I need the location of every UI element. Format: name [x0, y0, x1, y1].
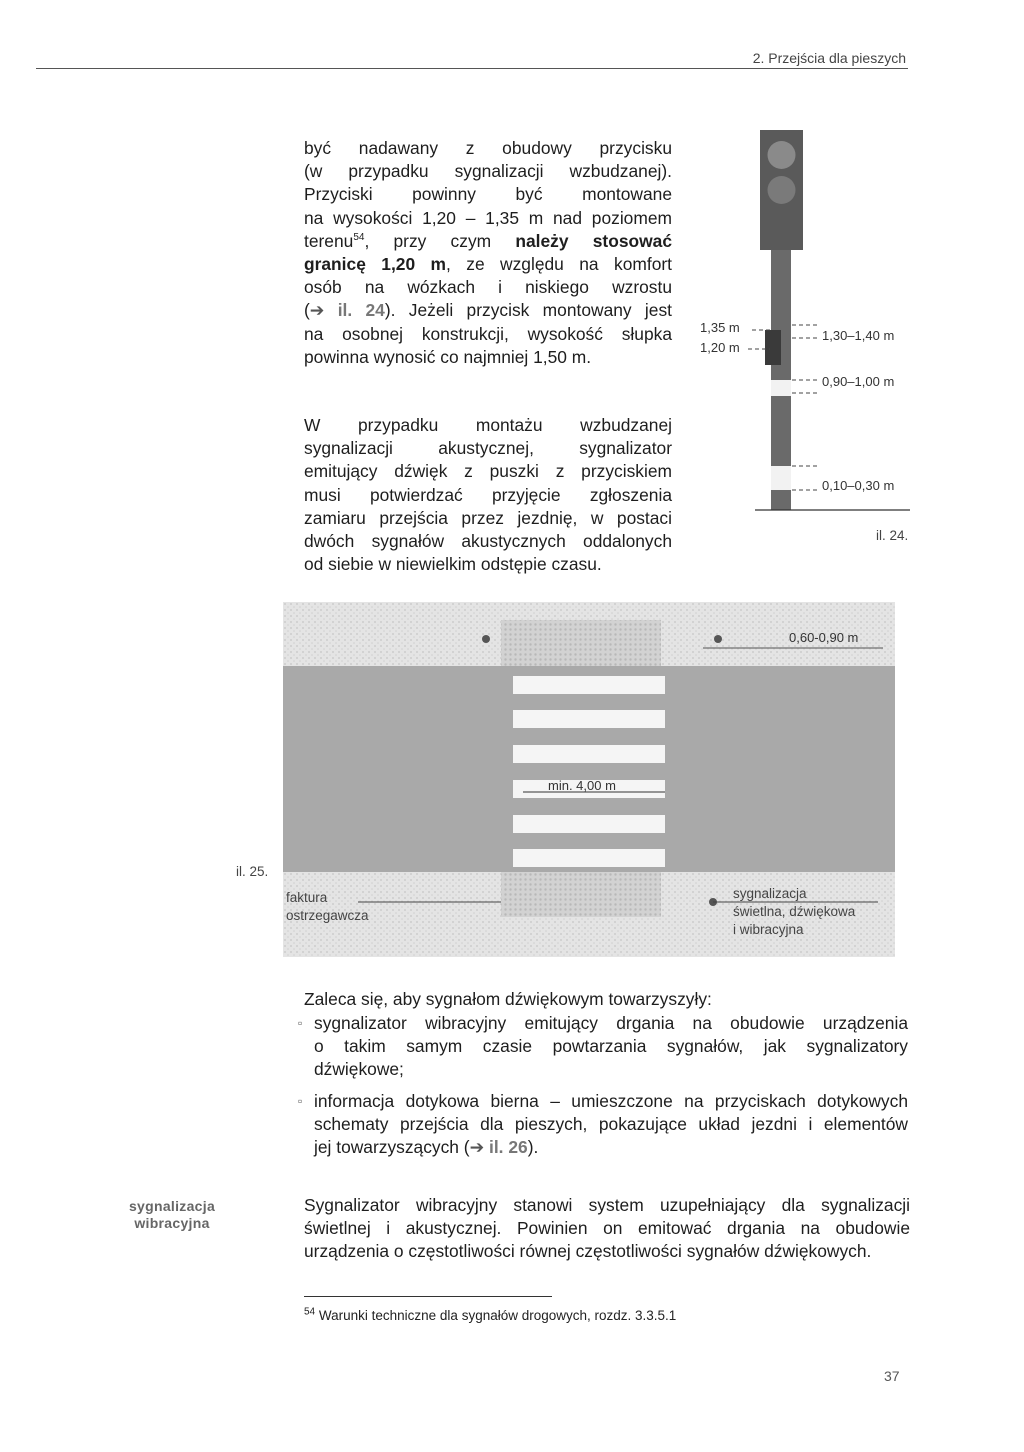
- tactile-strip: [501, 620, 661, 666]
- footnote: [304, 1308, 676, 1323]
- text-line: informacja dotykowa bierna – umieszczone na przyciskach dotykowych: [314, 1091, 908, 1111]
- arrow-icon: ➔: [309, 300, 325, 321]
- roadway: [283, 666, 895, 872]
- paragraph-button-height: [304, 137, 672, 369]
- text-run: ). Jeżeli przycisk montowany jest: [384, 300, 672, 321]
- text-line: [304, 230, 672, 253]
- header-rule: [36, 68, 908, 69]
- margin-note-line: wibracyjna: [134, 1215, 210, 1231]
- text-line: osób na wózkach i niskiego wzrostu: [304, 277, 672, 298]
- running-head: 2. Przejścia dla pieszych: [752, 50, 906, 66]
- text-line: dźwiękowe;: [314, 1059, 404, 1080]
- text-line: być nadawany z obudowy przycisku: [304, 138, 672, 158]
- label-tactile: ostrzegawcza: [286, 908, 369, 923]
- text-line: świetlnej i akustycznej. Powinien on emitować drgania na obudowie: [304, 1218, 910, 1239]
- paragraph-acoustic: [304, 414, 672, 576]
- text-line: zamiaru przejścia przez jezdnię, w postaci: [304, 507, 672, 528]
- text-line: sygnalizator wibracyjny emitujący drgania na obudowie urządzenia: [314, 1013, 908, 1033]
- dim-label-crossing: min. 4,00 m: [548, 778, 616, 793]
- figure-25-label: il. 25.: [236, 864, 269, 879]
- text-line: schematy przejścia dla pieszych, pokazujące układ jezdni i elementów: [314, 1114, 908, 1135]
- margin-note-line: sygnalizacja: [128, 1198, 216, 1214]
- margin-note: [112, 1198, 232, 1232]
- bold-text: granicę 1,20 m: [304, 254, 447, 275]
- signal-lamp: [768, 176, 796, 204]
- text-line: [304, 253, 672, 276]
- list-item: [298, 1090, 908, 1160]
- dim-label-right: 0,90–1,00 m: [822, 374, 895, 389]
- footnote-rule: [304, 1296, 552, 1297]
- text-line: urządzenia o częstotliwości równej częstotliwości sygnałów dźwiękowych.: [304, 1241, 872, 1262]
- text-line: sygnalizacji akustycznej, sygnalizator: [304, 438, 672, 459]
- dim-label-width: 0,60-0,90 m: [789, 630, 859, 645]
- text-line: [314, 1136, 908, 1159]
- text-line: powinna wynosić co najmniej 1,50 m.: [304, 346, 592, 367]
- text-line: Przyciski powinny być montowane: [304, 184, 672, 205]
- text-run: , przy czym: [364, 230, 516, 251]
- text-run: jej towarzyszących (: [314, 1137, 470, 1158]
- dim-label-right: 0,10–0,30 m: [822, 478, 895, 493]
- text-line: [304, 299, 672, 322]
- arrow-icon: ➔: [469, 1137, 485, 1158]
- signal-pole-marker: [714, 635, 722, 643]
- tactile-strip: [501, 872, 661, 917]
- contrast-band: [771, 380, 791, 396]
- figure-reference-26[interactable]: il. 26: [484, 1137, 528, 1158]
- label-signal: świetlna, dźwiękowa: [733, 904, 856, 919]
- label-signal: i wibracyjna: [733, 922, 804, 937]
- footnote-reference[interactable]: 54: [353, 232, 365, 244]
- bold-text: należy stosować: [515, 230, 672, 251]
- text-line: W przypadku montażu wzbudzanej: [304, 415, 672, 435]
- label-signal: sygnalizacja: [733, 886, 807, 901]
- push-button-box: [765, 330, 781, 365]
- paragraph-vibration: [304, 1194, 910, 1264]
- text-line: dwóch sygnałów akustycznych oddalonych: [304, 531, 672, 552]
- footnote-mark: 54: [304, 1306, 316, 1318]
- text-line: na osobnej konstrukcji, wysokość słupka: [304, 323, 672, 344]
- list-intro: Zaleca się, aby sygnałom dźwiękowym towarzyszyły:: [304, 989, 712, 1009]
- figure-reference-24[interactable]: il. 24: [324, 300, 385, 321]
- dim-label-left: 1,20 m: [700, 340, 740, 355]
- dim-label-left: 1,35 m: [700, 320, 740, 335]
- text-line: od siebie w niewielkim odstępie czasu.: [304, 554, 602, 575]
- dim-label-right: 1,30–1,40 m: [822, 328, 895, 343]
- text-run: ).: [527, 1137, 539, 1158]
- list-item: [298, 1012, 908, 1082]
- text-line: emitujący dźwięk z puszki z przyciskiem: [304, 461, 672, 482]
- label-tactile: faktura: [286, 890, 328, 905]
- text-line: o takim samym czasie powtarzania sygnałów, jak sygnalizatory: [314, 1036, 908, 1057]
- signal-lamp: [768, 141, 796, 169]
- figure-24-label: il. 24.: [876, 528, 909, 543]
- text-line: Sygnalizator wibracyjny stanowi system uzupełniający dla sygnalizacji: [304, 1195, 910, 1215]
- text-line: musi potwierdzać przyjęcie zgłoszenia: [304, 484, 672, 505]
- text-run: (: [304, 300, 310, 321]
- text-line: (w przypadku sygnalizacji wzbudzanej).: [304, 161, 672, 182]
- page-number: 37: [884, 1368, 900, 1384]
- bullet-icon: ▫: [298, 1094, 303, 1108]
- text-run: terenu: [304, 230, 354, 251]
- bullet-icon: ▫: [298, 1016, 303, 1030]
- text-line: na wysokości 1,20 – 1,35 m nad poziomem: [304, 207, 672, 228]
- footnote-text: Warunki techniczne dla sygnałów drogowych, rozdz. 3.3.5.1: [315, 1308, 677, 1323]
- text-run: , ze względu na komfort: [446, 254, 673, 275]
- signal-pole-marker: [482, 635, 490, 643]
- contrast-band: [771, 466, 791, 490]
